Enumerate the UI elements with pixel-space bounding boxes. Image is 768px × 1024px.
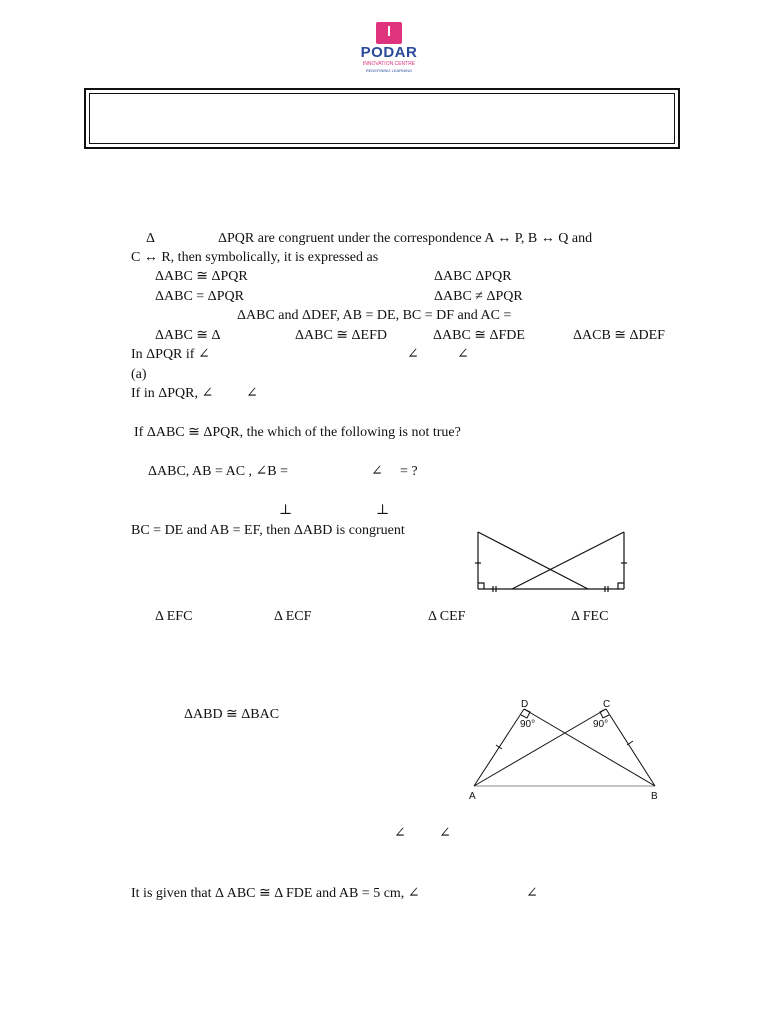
q8-angle-C: 90° [593, 719, 609, 730]
logo-tagline: REDEFINING LEARNING [365, 68, 413, 73]
q2-option-2: ΔABC ≅ ΔEFD [295, 328, 387, 343]
q1-delta: Δ [146, 231, 156, 246]
q1-option-1: ΔABC ≅ ΔPQR [155, 269, 248, 284]
q1-option-3: ΔABC = ΔPQR [155, 289, 244, 304]
q7-perp-1: ⊥ [279, 503, 293, 518]
q4-angle: ∠ [246, 386, 258, 401]
q3-angle-2: ∠ [457, 347, 469, 362]
q9-stem: It is given that Δ ABC ≅ Δ FDE and AB = 5 cm, ∠ [131, 886, 420, 901]
q4-stem: If in ΔPQR, ∠ [131, 386, 214, 401]
q1-stem: ΔPQR are congruent under the correspondence A ↔ P, B ↔ Q and [218, 231, 593, 246]
q3-angle-1: ∠ [407, 347, 419, 362]
q7-option-3: Δ CEF [428, 609, 466, 624]
q7-option-2: Δ ECF [274, 609, 312, 624]
q1-option-4: ΔABC ≠ ΔPQR [434, 289, 523, 304]
q8-label-A: A [469, 791, 476, 802]
q3-option-a: (a) [131, 367, 147, 382]
q6-question: = ? [400, 464, 418, 479]
q3-stem: In ΔPQR if ∠ [131, 347, 210, 362]
q9-angle: ∠ [526, 886, 538, 901]
q1-option-2: ΔABC ΔPQR [434, 269, 512, 284]
q7-option-1: Δ EFC [155, 609, 193, 624]
logo-name: PODAR [360, 44, 418, 61]
q1-stem-line2: C ↔ R, then symbolically, it is expressed as [131, 250, 379, 265]
q8-angle-1: ∠ [394, 826, 406, 841]
q6-stem: ΔABC, AB = AC , ∠B = [148, 464, 288, 479]
logo-subtitle: INNOVATION CENTRE [362, 61, 416, 67]
q7-option-4: Δ FEC [571, 609, 609, 624]
q8-label-C: C [603, 699, 611, 710]
q8-label-D: D [521, 699, 529, 710]
q8-label-B: B [651, 791, 658, 802]
q8-stem: ΔABD ≅ ΔBAC [184, 707, 280, 722]
q2-option-3: ΔABC ≅ ΔFDE [433, 328, 525, 343]
q2-option-4: ΔACB ≅ ΔDEF [573, 328, 665, 343]
q7-perp-2: ⊥ [376, 503, 390, 518]
q6-angle: ∠ [371, 464, 383, 479]
q8-angle-2: ∠ [439, 826, 451, 841]
q5-stem: If ΔABC ≅ ΔPQR, the which of the following is not true? [134, 425, 461, 440]
q2-stem: ΔABC and ΔDEF, AB = DE, BC = DF and AC = [237, 308, 512, 323]
q8-angle-D: 90° [520, 719, 536, 730]
q7-stem: BC = DE and AB = EF, then ΔABD is congruent [131, 523, 405, 538]
q2-option-1: ΔABC ≅ Δ [155, 328, 221, 343]
